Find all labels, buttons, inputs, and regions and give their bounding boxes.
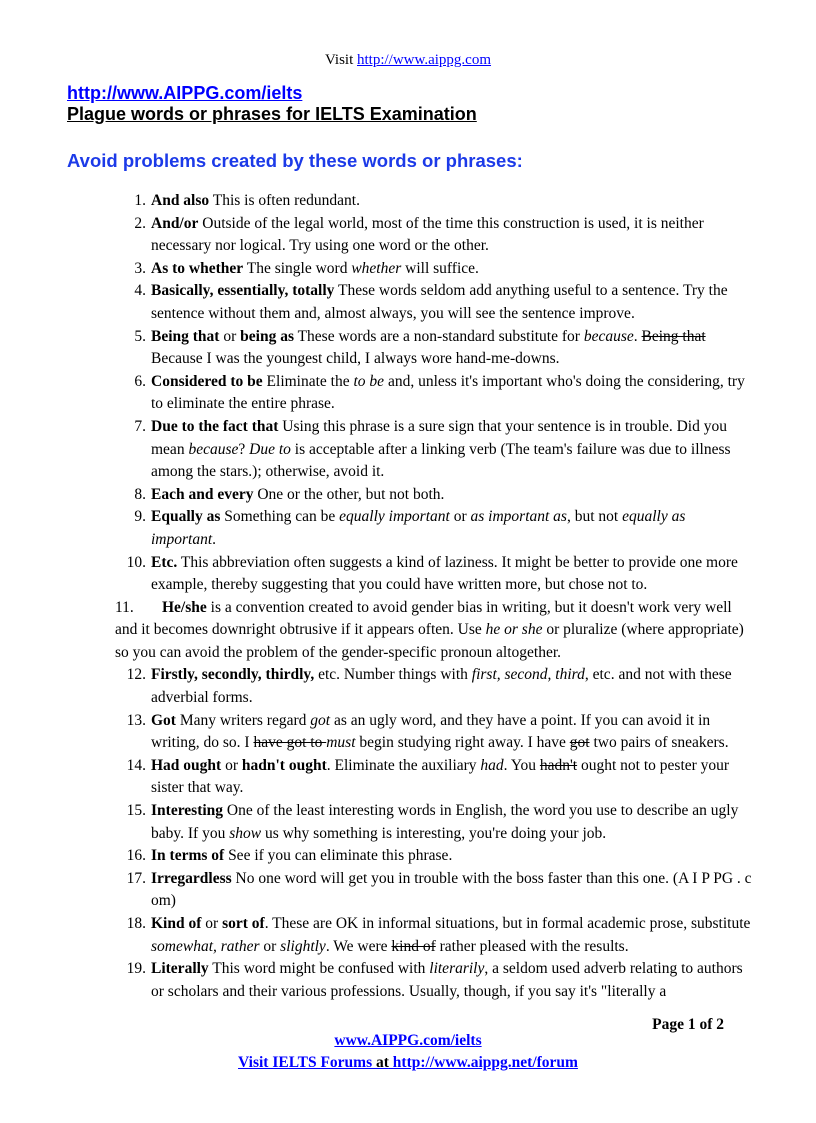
- item-text: One of the least interesting words in English, the word you use to describe an ugly baby. If you: [151, 802, 739, 842]
- item-strikethrough: got: [569, 734, 590, 752]
- item-number: 15.: [126, 802, 146, 820]
- list-item: [0, 845, 816, 868]
- item-strikethrough: hadn't: [539, 756, 578, 774]
- item-text: This abbreviation often suggests a kind of laziness. It might be better to provide one more example, thereby suggesting that you could have written more, but chose not to.: [151, 553, 738, 594]
- item-term: In terms of: [151, 847, 225, 865]
- item-number: 17.: [126, 869, 146, 887]
- item-text: as an ugly word, and they have a point. If you can avoid it in writing, do so. I: [151, 711, 711, 752]
- item-strikethrough: Being that: [641, 327, 706, 345]
- item-text: This word might be confused with: [208, 960, 430, 978]
- list-item: [0, 710, 816, 755]
- list-item: [0, 416, 816, 484]
- item-term: Etc.: [151, 553, 178, 571]
- list-item: [0, 755, 816, 800]
- list-item: [0, 190, 816, 213]
- item-text: ought not to pester your sister that way.: [151, 756, 730, 797]
- item-number: 3.: [134, 259, 146, 277]
- page-number: Page 1 of 2: [652, 1016, 724, 1033]
- item-term: Equally as: [151, 508, 221, 526]
- item-text: will suffice.: [401, 259, 479, 277]
- item-text: or: [449, 508, 471, 526]
- item-text: Because I was the youngest child, I always wore hand-me-downs.: [151, 350, 560, 368]
- list-item: [0, 258, 816, 281]
- item-number: 18.: [126, 915, 146, 932]
- footer-forum-url: http://www.aippg.net/forum: [388, 1054, 578, 1071]
- item-emphasis: must: [326, 734, 356, 752]
- plague-word-list: [0, 190, 816, 1003]
- list-item: [0, 958, 816, 1003]
- list-item: [0, 484, 816, 507]
- item-term: Irregardless: [151, 869, 232, 887]
- item-number: 9.: [134, 508, 146, 526]
- item-text: .: [633, 327, 642, 345]
- item-term: Basically, essentially, totally: [151, 282, 335, 300]
- footer-link-forums[interactable]: [238, 1054, 578, 1071]
- item-text: Many writers regard: [175, 711, 311, 729]
- item-text: us why something is interesting, you're doing your job.: [261, 824, 607, 842]
- item-emphasis: had: [480, 756, 504, 774]
- item-number: 11.: [115, 598, 134, 616]
- item-term: Being that: [151, 327, 220, 345]
- item-text: or: [219, 327, 241, 345]
- item-text: No one word will get you in trouble with the boss faster than this one. (A I P PG . c om): [151, 869, 752, 910]
- item-strikethrough: kind of: [391, 937, 436, 955]
- item-number: 6.: [134, 372, 146, 390]
- item-number: 10.: [126, 553, 146, 571]
- item-emphasis: Due to: [249, 440, 291, 458]
- item-text: , but not: [566, 508, 623, 526]
- item-text: . You: [503, 756, 540, 774]
- item-term: Interesting: [151, 802, 224, 820]
- item-emphasis: somewhat, rather: [151, 937, 260, 955]
- item-emphasis: because: [188, 440, 239, 458]
- header-visit-label: Visit: [324, 52, 354, 68]
- item-term: being as: [240, 327, 294, 345]
- item-number: 4.: [134, 282, 146, 300]
- item-term: And also: [151, 192, 210, 209]
- item-text: is a convention created to avoid gender bias in writing, but it doesn't work very well and it becomes downright obtrusive if it appears often. Use: [115, 598, 732, 639]
- footer-forum-line: [0, 1054, 816, 1072]
- item-emphasis: slightly: [280, 937, 326, 955]
- list-item: [0, 552, 816, 597]
- item-term: Got: [151, 711, 176, 729]
- item-number: 7.: [134, 417, 146, 435]
- item-text: Something can be: [220, 508, 340, 526]
- footer-forums-text: Visit IELTS Forums: [238, 1054, 376, 1071]
- header-visit-link[interactable]: http://www.aippg.com: [357, 52, 492, 68]
- document-title: Plague words or phrases for IELTS Examination: [67, 104, 477, 124]
- item-number: 8.: [134, 485, 146, 503]
- item-term: sort of: [222, 915, 265, 932]
- item-emphasis: equally as important: [151, 508, 686, 548]
- list-item: [0, 913, 816, 958]
- list-item: [0, 280, 816, 325]
- item-number: 19.: [126, 960, 146, 978]
- item-text: rather pleased with the results.: [435, 937, 629, 955]
- item-text: One or the other, but not both.: [253, 485, 445, 503]
- item-text: and, unless it's important who's doing the considering, try to eliminate the entire phrase.: [151, 372, 745, 413]
- item-text: ?: [238, 440, 250, 458]
- item-emphasis: because: [583, 327, 634, 345]
- site-link[interactable]: http://www.AIPPG.com/ielts: [67, 83, 303, 103]
- item-text: . These are OK in informal situations, but in formal academic prose, substitute: [264, 915, 751, 932]
- item-text: The single word: [243, 259, 352, 277]
- item-emphasis: first, second, third: [471, 666, 585, 684]
- item-text: . Eliminate the auxiliary: [326, 756, 481, 774]
- item-term: As to whether: [151, 259, 244, 277]
- item-text: or: [259, 937, 281, 955]
- list-item: [0, 213, 816, 258]
- item-text: This is often redundant.: [209, 192, 360, 209]
- list-item: [0, 664, 816, 709]
- item-term: Each and every: [151, 485, 254, 503]
- item-term: Had ought: [151, 756, 222, 774]
- list-item: [0, 800, 816, 845]
- item-number: 12.: [126, 666, 146, 684]
- item-emphasis: as important as: [470, 508, 567, 526]
- item-emphasis: show: [229, 824, 262, 842]
- item-text: is acceptable after a linking verb (The team's failure was due to illness among the stars.); otherwise, avoid it.: [151, 440, 731, 481]
- item-term: He/she: [162, 598, 207, 616]
- item-text: or: [221, 756, 242, 774]
- item-number: 14.: [126, 756, 146, 774]
- item-text: or: [201, 915, 223, 932]
- item-emphasis: to be: [353, 372, 385, 390]
- footer-at-text: at: [376, 1054, 389, 1071]
- item-emphasis: literarily: [429, 960, 485, 978]
- list-item: [0, 371, 816, 416]
- footer-link-ielts[interactable]: www.AIPPG.com/ielts: [334, 1032, 482, 1049]
- item-text: , a seldom used adverb relating to authors or scholars and their various professions. Usually, though, if you say it's "literally a: [151, 960, 743, 1000]
- item-emphasis: he or she: [485, 621, 543, 639]
- item-text: .: [212, 530, 217, 548]
- list-item: [0, 868, 816, 913]
- item-text: These words seldom add anything useful to a sentence. Try the sentence without them and, almost always, you will see the sentence improve.: [151, 282, 728, 322]
- item-number: 5.: [134, 327, 146, 345]
- item-number: 16.: [126, 847, 146, 865]
- item-text: Eliminate the: [262, 372, 354, 390]
- item-text: See if you can eliminate this phrase.: [224, 847, 453, 865]
- item-text: These words are a non-standard substitute for: [293, 327, 584, 345]
- item-term: Literally: [151, 960, 209, 978]
- item-emphasis: equally important: [339, 508, 450, 526]
- item-strikethrough: have got to: [253, 734, 327, 752]
- section-heading: Avoid problems created by these words or phrases:: [67, 150, 523, 171]
- item-number: 1.: [134, 192, 146, 209]
- item-text: Outside of the legal world, most of the time this construction is used, it is neither necessary nor logical. Try using one word or the other.: [151, 214, 704, 255]
- item-text: . We were: [325, 937, 392, 955]
- list-item: [0, 506, 816, 551]
- item-text: , etc. and not with these adverbial forms.: [151, 666, 732, 707]
- item-term: And/or: [151, 214, 199, 232]
- item-term: Kind of: [151, 915, 202, 932]
- page-header: [0, 52, 816, 69]
- item-text: begin studying right away. I have: [355, 734, 570, 752]
- item-emphasis: got: [310, 711, 331, 729]
- item-text: two pairs of sneakers.: [589, 734, 729, 752]
- item-text: or pluralize (where appropriate) so you can avoid the problem of the gender-specific pronoun altogether.: [115, 621, 744, 661]
- item-number: 2.: [134, 214, 146, 232]
- item-text: Using this phrase is a sure sign that your sentence is in trouble. Did you mean: [151, 417, 727, 458]
- item-term: Due to the fact that: [151, 417, 279, 435]
- list-item: [0, 326, 816, 371]
- item-number: 13.: [126, 711, 146, 729]
- list-item: [0, 597, 816, 665]
- item-term: Firstly, secondly, thirdly,: [151, 666, 315, 684]
- item-term: Considered to be: [151, 372, 263, 390]
- item-text: etc. Number things with: [314, 666, 472, 684]
- item-emphasis: whether: [351, 259, 402, 277]
- footer-link-ielts-wrap: [0, 1032, 816, 1050]
- item-term: hadn't ought: [241, 756, 327, 774]
